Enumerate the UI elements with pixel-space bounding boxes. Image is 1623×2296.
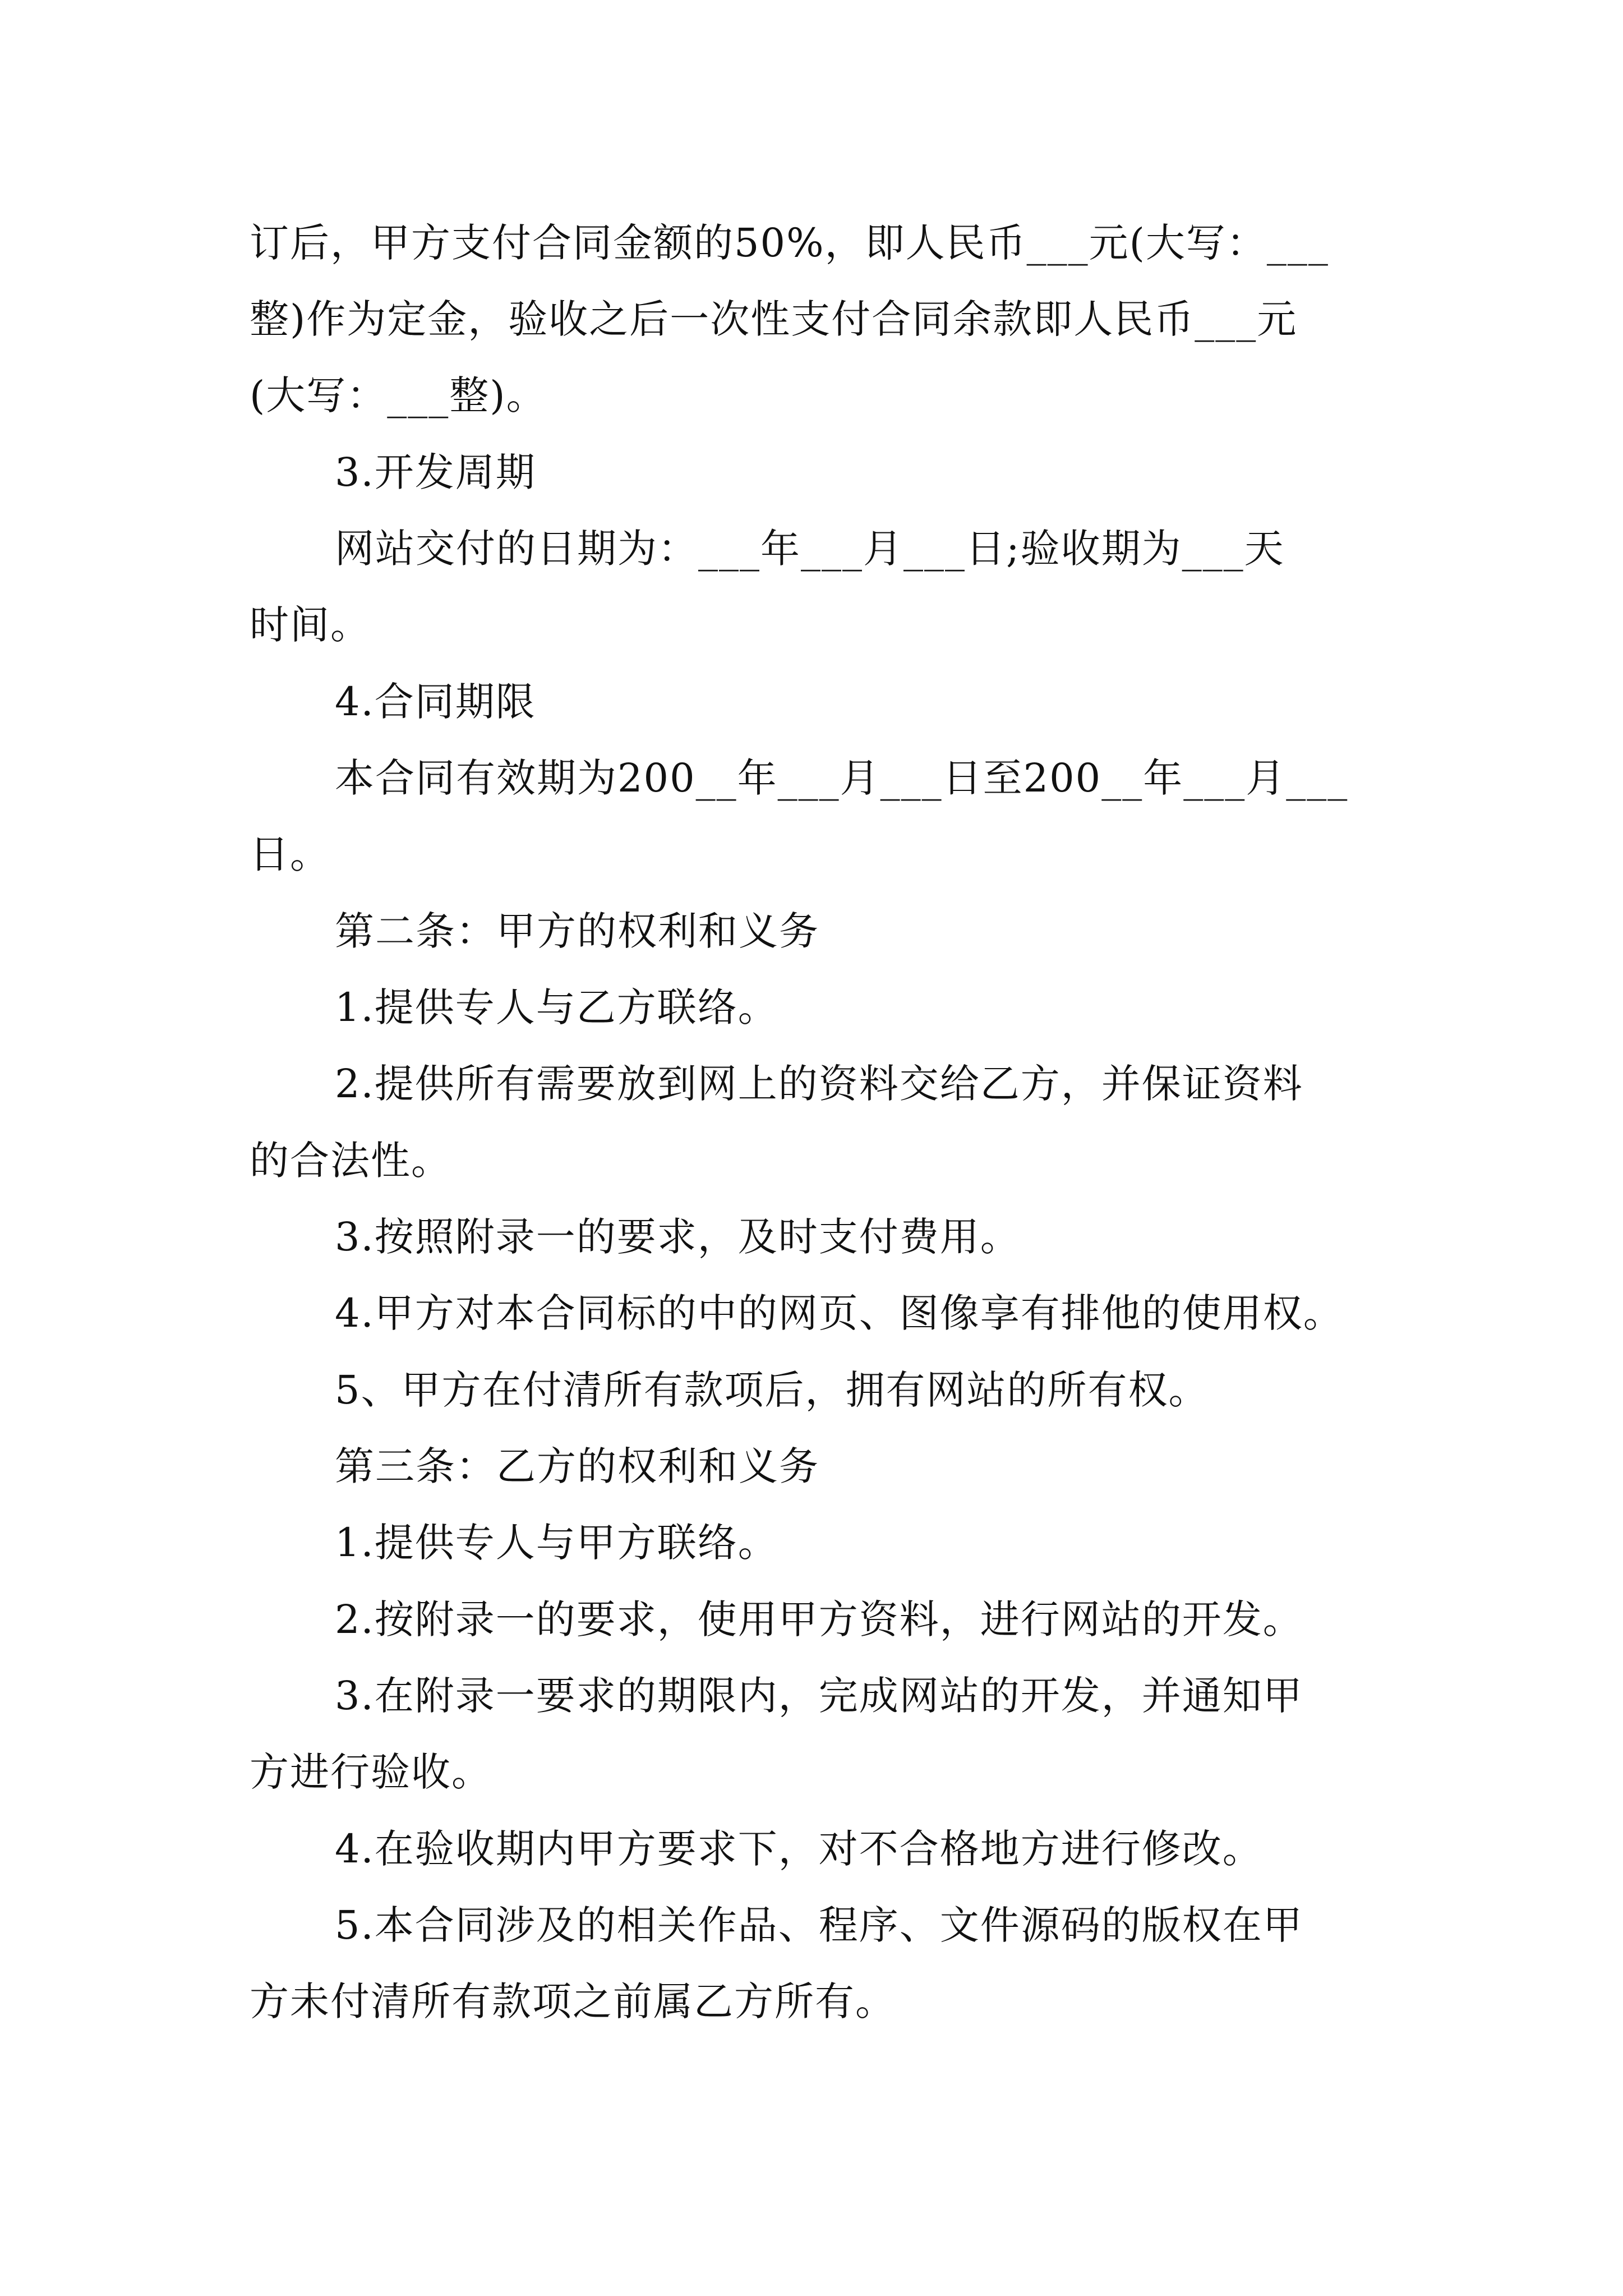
list-item: 3.按照附录一的要求，及时支付费用。 <box>335 1214 1021 1260</box>
list-item: 1.提供专人与甲方联络。 <box>335 1520 778 1566</box>
article-heading: 第二条：甲方的权利和义务 <box>335 908 819 954</box>
text-line: 网站交付的日期为：___年___月___日;验收期为___天 <box>335 526 1285 572</box>
text-line: 整)作为定金，验收之后一次性支付合同余款即人民币___元 <box>250 296 1298 342</box>
text-line: (大写：___整)。 <box>250 372 547 418</box>
text-line: 订后，甲方支付合同金额的50%，即人民币___元(大写：___ <box>250 220 1329 266</box>
list-item: 2.提供所有需要放到网上的资料交给乙方，并保证资料 <box>335 1061 1303 1107</box>
section-heading: 4.合同期限 <box>335 679 536 725</box>
list-item: 5.本合同涉及的相关作品、程序、文件源码的版权在甲 <box>335 1902 1303 1948</box>
text-line: 方进行验收。 <box>250 1749 492 1795</box>
text-line: 本合同有效期为200__年___月___日至200__年___月___ <box>335 755 1349 801</box>
text-line: 方未付清所有款项之前属乙方所有。 <box>250 1978 896 2024</box>
article-heading: 第三条：乙方的权利和义务 <box>335 1443 819 1489</box>
list-item: 2.按附录一的要求，使用甲方资料，进行网站的开发。 <box>335 1596 1303 1642</box>
list-item: 4.甲方对本合同标的中的网页、图像享有排他的使用权。 <box>335 1290 1344 1336</box>
section-heading: 3.开发周期 <box>335 449 536 495</box>
list-item: 3.在附录一要求的期限内，完成网站的开发，并通知甲 <box>335 1673 1303 1719</box>
text-line: 时间。 <box>250 602 371 648</box>
list-item: 4.在验收期内甲方要求下，对不合格地方进行修改。 <box>335 1826 1263 1872</box>
list-item: 1.提供专人与乙方联络。 <box>335 984 778 1030</box>
list-item: 5、甲方在付清所有款项后，拥有网站的所有权。 <box>335 1367 1209 1413</box>
text-line: 日。 <box>250 831 330 877</box>
text-line: 的合法性。 <box>250 1138 451 1184</box>
